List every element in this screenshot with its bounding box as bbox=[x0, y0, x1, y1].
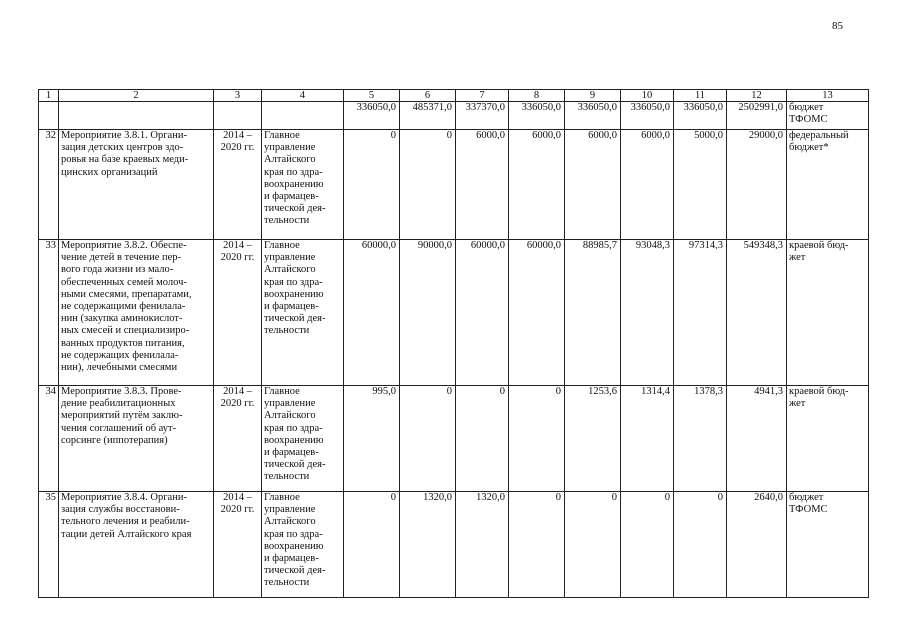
table-row bbox=[39, 130, 869, 240]
column-header: 10 bbox=[621, 90, 674, 102]
column-header: 4 bbox=[262, 90, 344, 102]
budget-table bbox=[38, 89, 869, 598]
event-title: Мероприятие 3.8.2. Обеспе- чение детей в течение пер- вого года жизни из мало- обеспеченных семей молоч- ными смесями, препаратами, не содержащими фенилала- нин (закупка аминокислот- ных смесей и специализиро- ванных продуктов питания, не содержащих фенилала- нин), лечебными смесями bbox=[59, 240, 214, 386]
period: 2014 – 2020 гг. bbox=[214, 130, 262, 240]
organization: Главное управление Алтайского края по здра- воохранению и фармацев- тической дея- тельности bbox=[262, 130, 344, 240]
column-header: 7 bbox=[456, 90, 509, 102]
amount-cell: 0 bbox=[400, 130, 456, 240]
amount-cell: 4941,3 bbox=[727, 386, 787, 492]
row-number bbox=[39, 102, 59, 130]
amount-cell: 1253,6 bbox=[565, 386, 621, 492]
table-row bbox=[39, 240, 869, 386]
amount-cell: 0 bbox=[456, 386, 509, 492]
amount-cell: 0 bbox=[674, 492, 727, 598]
amount-cell: 29000,0 bbox=[727, 130, 787, 240]
amount-cell: 5000,0 bbox=[674, 130, 727, 240]
amount-cell: 6000,0 bbox=[509, 130, 565, 240]
amount-cell: 1320,0 bbox=[456, 492, 509, 598]
amount-cell: 1378,3 bbox=[674, 386, 727, 492]
amount-cell: 1314,4 bbox=[621, 386, 674, 492]
page-number: 85 bbox=[832, 20, 843, 32]
column-header: 12 bbox=[727, 90, 787, 102]
amount-cell: 485371,0 bbox=[400, 102, 456, 130]
event-title bbox=[59, 102, 214, 130]
period: 2014 – 2020 гг. bbox=[214, 492, 262, 598]
column-header: 2 bbox=[59, 90, 214, 102]
amount-cell: 6000,0 bbox=[621, 130, 674, 240]
amount-cell: 336050,0 bbox=[509, 102, 565, 130]
table-row bbox=[39, 492, 869, 598]
amount-cell: 336050,0 bbox=[565, 102, 621, 130]
table-row bbox=[39, 386, 869, 492]
amount-cell: 60000,0 bbox=[344, 240, 400, 386]
amount-cell: 93048,3 bbox=[621, 240, 674, 386]
amount-cell: 0 bbox=[509, 492, 565, 598]
amount-cell: 2502991,0 bbox=[727, 102, 787, 130]
amount-cell: 0 bbox=[509, 386, 565, 492]
column-header: 5 bbox=[344, 90, 400, 102]
amount-cell: 0 bbox=[400, 386, 456, 492]
column-header: 9 bbox=[565, 90, 621, 102]
organization bbox=[262, 102, 344, 130]
amount-cell: 6000,0 bbox=[456, 130, 509, 240]
amount-cell: 337370,0 bbox=[456, 102, 509, 130]
funding-source: федеральный бюджет* bbox=[787, 130, 869, 240]
funding-source: бюджет ТФОМС bbox=[787, 492, 869, 598]
event-title: Мероприятие 3.8.3. Прове- дение реабилитационных мероприятий путём заклю- чения соглашений об аут- сорсинге (иппотерапия) bbox=[59, 386, 214, 492]
amount-cell: 90000,0 bbox=[400, 240, 456, 386]
amount-cell: 60000,0 bbox=[456, 240, 509, 386]
organization: Главное управление Алтайского края по здра- воохранению и фармацев- тической дея- тельности bbox=[262, 240, 344, 386]
row-number: 32 bbox=[39, 130, 59, 240]
funding-source: краевой бюд- жет bbox=[787, 240, 869, 386]
column-header: 3 bbox=[214, 90, 262, 102]
amount-cell: 60000,0 bbox=[509, 240, 565, 386]
period bbox=[214, 102, 262, 130]
amount-cell: 0 bbox=[621, 492, 674, 598]
amount-cell: 6000,0 bbox=[565, 130, 621, 240]
amount-cell: 336050,0 bbox=[344, 102, 400, 130]
event-title: Мероприятие 3.8.4. Органи- зация службы восстанови- тельного лечения и реабили- тации детей Алтайского края bbox=[59, 492, 214, 598]
period: 2014 – 2020 гг. bbox=[214, 240, 262, 386]
amount-cell: 1320,0 bbox=[400, 492, 456, 598]
amount-cell: 549348,3 bbox=[727, 240, 787, 386]
amount-cell: 2640,0 bbox=[727, 492, 787, 598]
column-header: 6 bbox=[400, 90, 456, 102]
organization: Главное управление Алтайского края по здра- воохранению и фармацев- тической дея- тельности bbox=[262, 386, 344, 492]
funding-source: краевой бюд- жет bbox=[787, 386, 869, 492]
amount-cell: 88985,7 bbox=[565, 240, 621, 386]
column-header: 8 bbox=[509, 90, 565, 102]
amount-cell: 336050,0 bbox=[674, 102, 727, 130]
amount-cell: 0 bbox=[344, 492, 400, 598]
amount-cell: 995,0 bbox=[344, 386, 400, 492]
column-header: 11 bbox=[674, 90, 727, 102]
funding-source: бюджет ТФОМС bbox=[787, 102, 869, 130]
carry-over-row bbox=[39, 102, 869, 130]
amount-cell: 0 bbox=[344, 130, 400, 240]
column-header: 1 bbox=[39, 90, 59, 102]
amount-cell: 0 bbox=[565, 492, 621, 598]
row-number: 34 bbox=[39, 386, 59, 492]
row-number: 33 bbox=[39, 240, 59, 386]
organization: Главное управление Алтайского края по здра- воохранению и фармацев- тической дея- тельности bbox=[262, 492, 344, 598]
row-number: 35 bbox=[39, 492, 59, 598]
amount-cell: 336050,0 bbox=[621, 102, 674, 130]
amount-cell: 97314,3 bbox=[674, 240, 727, 386]
column-header: 13 bbox=[787, 90, 869, 102]
period: 2014 – 2020 гг. bbox=[214, 386, 262, 492]
event-title: Мероприятие 3.8.1. Органи- зация детских центров здо- ровья на базе краевых меди- цинских организаций bbox=[59, 130, 214, 240]
column-header-row bbox=[39, 90, 869, 102]
